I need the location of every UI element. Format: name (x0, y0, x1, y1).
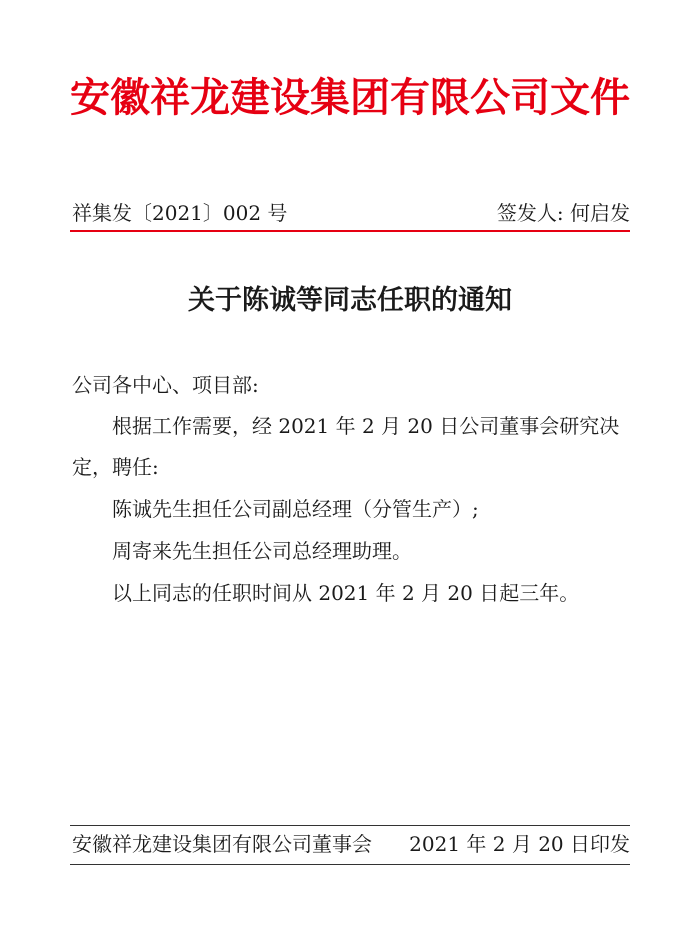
footer (72, 829, 630, 859)
footer-issuer: 安徽祥龙建设集团有限公司董事会 (72, 832, 372, 856)
document-number: 祥集发〔2021〕002 号 (72, 201, 288, 225)
footer-date: 2021 年 2 月 20 日印发 (409, 832, 630, 856)
appointment-line: 周寄来先生担任公司总经理助理。 (112, 539, 412, 563)
salutation: 公司各中心、项目部: (72, 373, 259, 397)
document-meta (72, 198, 630, 228)
paragraph-line: 根据工作需要，经 2021 年 2 月 20 日公司董事会研究决 (112, 414, 620, 438)
notice-title: 关于陈诚等同志任职的通知 (188, 285, 512, 316)
footer-top-rule (70, 825, 630, 826)
paragraph-line: 定，聘任: (72, 455, 159, 479)
letterhead-title: 安徽祥龙建设集团有限公司文件 (70, 75, 630, 121)
appointment-line: 陈诚先生担任公司副总经理（分管生产）; (112, 497, 479, 521)
term-line: 以上同志的任职时间从 2021 年 2 月 20 日起三年。 (112, 581, 580, 605)
footer-bottom-rule (70, 864, 630, 865)
signer: 签发人: 何启发 (496, 201, 630, 225)
red-divider (70, 230, 630, 232)
